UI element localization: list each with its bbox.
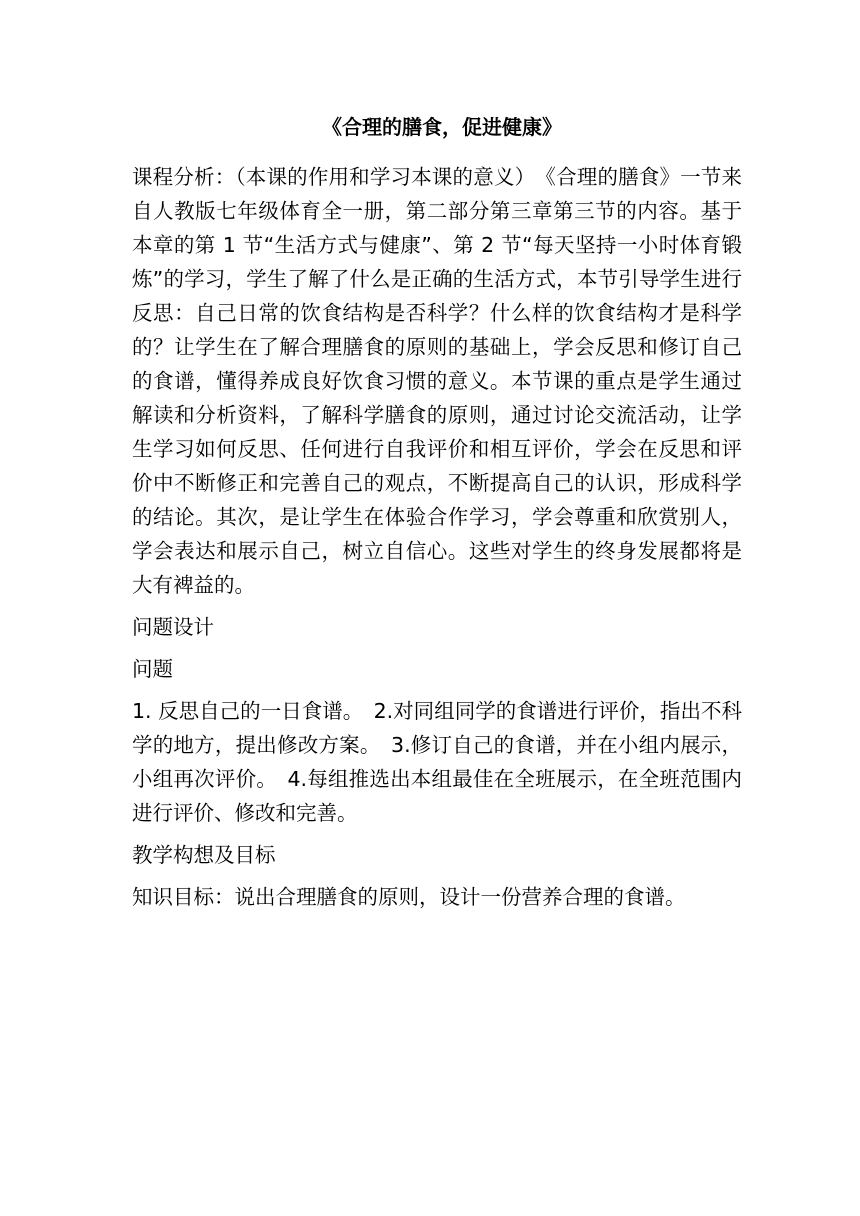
spacer xyxy=(132,872,742,880)
questions-heading: 问题 xyxy=(132,657,173,681)
questions-paragraph: 1. 反思自己的一日食谱。 2.对同组同学的食谱进行评价，指出不科学的地方，提出修改方案。 3.修订自己的食谱，并在小组内展示，小组再次评价。 4.每组推选出本组最佳在全班展示，在全班范围内进行评价、修改和完善。 xyxy=(132,699,742,825)
teaching-heading: 教学构想及目标 xyxy=(132,843,276,867)
question-design-heading: 问题设计 xyxy=(132,615,214,639)
spacer xyxy=(132,644,742,652)
spacer xyxy=(132,686,742,694)
spacer xyxy=(132,830,742,838)
document-title: 《合理的膳食，促进健康》 xyxy=(322,115,562,139)
spacer xyxy=(132,152,742,160)
course-analysis-paragraph: 课程分析：（本课的作用和学习本课的意义） 《合理的膳食》一节来自人教版七年级体育全一册，第二部分第三章第三节的内容。基于本章的第 1 节“生活方式与健康”、第 2 节“每天坚持一小时体育锻炼”的学习，学生了解了什么是正确的生活方式，本节引导学生进行反思：自己日常的饮食结构是否科学？什么样的饮食结构才是科学的？让学生在了解合理膳食的原则的基础上，学会反思和修订自己的食谱，懂得养成良好饮食习惯的意义。本节课的重点是学生通过解读和分析资料，了解科学膳食的原则，通过讨论交流活动，让学生学习如何反思、任何进行自我评价和相互评价，学会在反思和评价中不断修正和完善自己的观点，不断提高自己的认识，形成科学的结论。其次，是让学生在体验合作学习，学会尊重和欣赏别人，学会表达和展示自己，树立自信心。这些对学生的终身发展都将是大有裨益的。 xyxy=(132,165,742,597)
document-page xyxy=(132,110,742,914)
knowledge-goal-paragraph: 知识目标：说出合理膳食的原则，设计一份营养合理的食谱。 xyxy=(132,885,686,909)
spacer xyxy=(132,602,742,610)
